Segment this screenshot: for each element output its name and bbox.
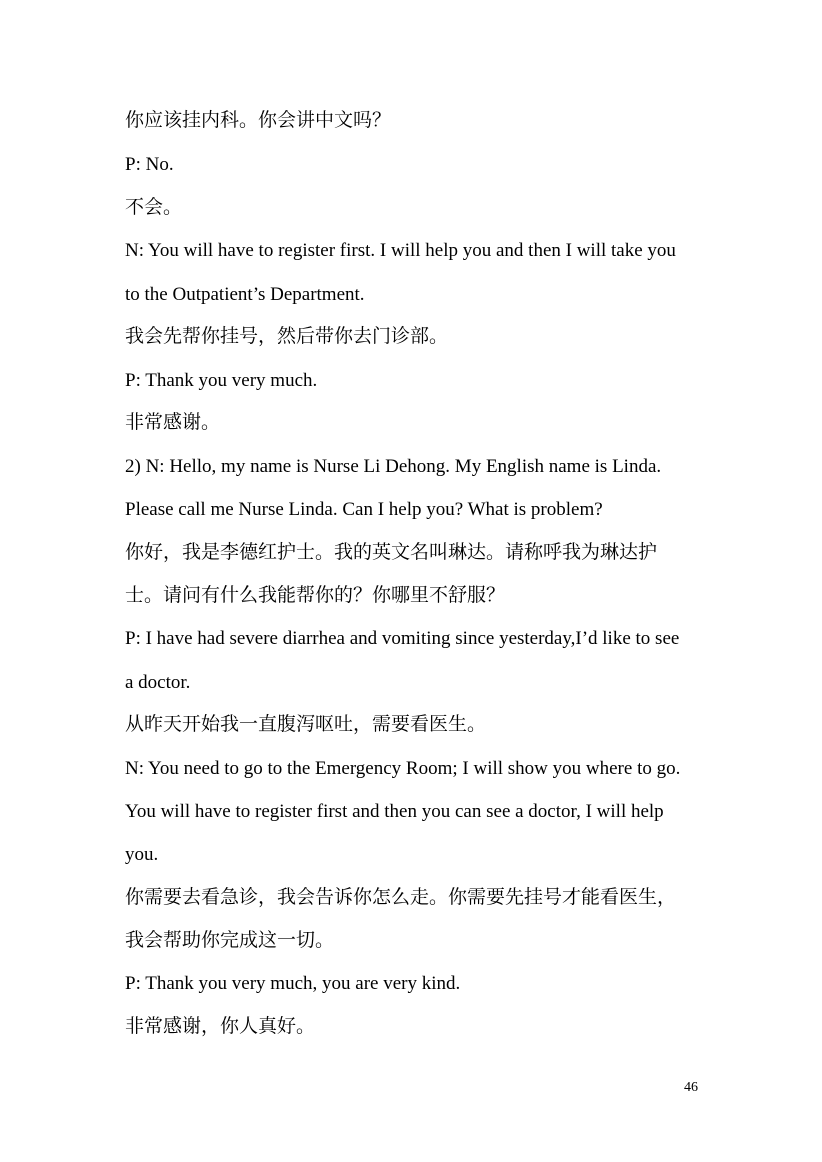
text-line: You will have to register first and then you can see a doctor, I will help — [125, 801, 664, 822]
page-number: 46 — [684, 1080, 698, 1095]
text-line: N: You need to go to the Emergency Room; I will show you where to go. — [125, 758, 681, 779]
text-line: P: No. — [125, 154, 174, 175]
text-line: P: I have had severe diarrhea and vomiting since yesterday,I’d like to see — [125, 628, 680, 649]
text-line: 我会先帮你挂号，然后带你去门诊部。 — [125, 326, 449, 347]
text-line: 非常感谢。 — [125, 412, 221, 433]
text-line: 你好，我是李德红护士。我的英文名叫琳达。请称呼我为琳达护 — [125, 542, 658, 563]
text-line: 非常感谢，你人真好。 — [125, 1016, 316, 1037]
text-line: 从昨天开始我一直腹泻呕吐，需要看医生。 — [125, 714, 487, 735]
text-line: to the Outpatient’s Department. — [125, 284, 365, 305]
text-line: P: Thank you very much. — [125, 370, 318, 391]
text-line: N: You will have to register first. I will help you and then I will take you — [125, 240, 676, 261]
text-line: 你需要去看急诊，我会告诉你怎么走。你需要先挂号才能看医生， — [125, 887, 677, 908]
text-line: 你应该挂内科。你会讲中文吗？ — [125, 110, 392, 131]
text-line: you. — [125, 844, 159, 865]
text-line: Please call me Nurse Linda. Can I help you? What is problem? — [125, 499, 603, 520]
text-line: 2) N: Hello, my name is Nurse Li Dehong. My English name is Linda. — [125, 456, 662, 477]
text-line: a doctor. — [125, 672, 191, 693]
text-line: 士。请问有什么我能帮你的？你哪里不舒服？ — [125, 585, 506, 606]
text-line: P: Thank you very much, you are very kind. — [125, 973, 461, 994]
text-line: 不会。 — [125, 197, 183, 218]
text-line: 我会帮助你完成这一切。 — [125, 930, 335, 951]
